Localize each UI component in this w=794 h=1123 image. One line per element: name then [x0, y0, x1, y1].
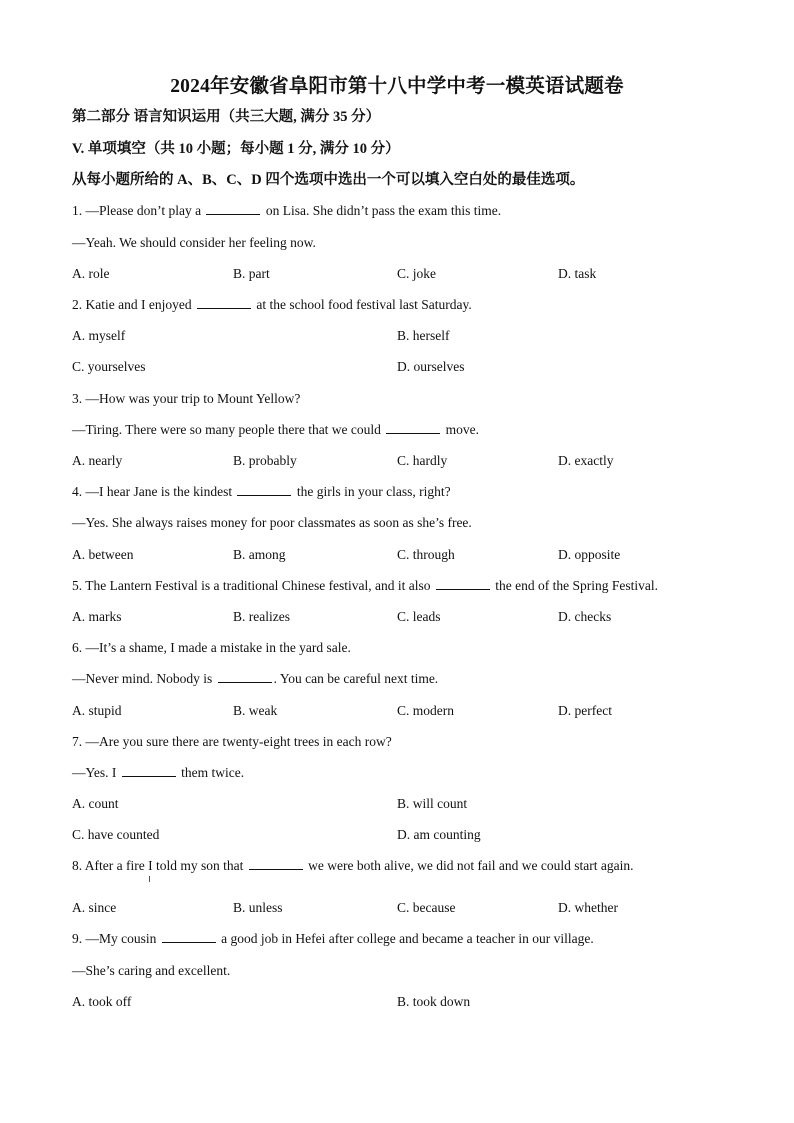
answer-blank	[237, 484, 291, 496]
part-heading: V. 单项填空（共 10 小题；每小题 1 分, 满分 10 分）	[72, 141, 400, 157]
option-c: C. have counted	[72, 827, 160, 842]
option-d: D. task	[558, 266, 597, 281]
question-3-line-2	[72, 421, 479, 439]
question-text: on Lisa. She didn’t pass the exam this time.	[265, 203, 502, 218]
option-b: B. realizes	[233, 609, 290, 624]
question-2-line-1	[72, 296, 472, 314]
question-text: them twice.	[181, 765, 245, 780]
option-b: B. unless	[233, 900, 283, 915]
section-heading: 第二部分 语言知识运用（共三大题, 满分 35 分）	[72, 109, 381, 125]
answer-blank	[218, 671, 272, 683]
question-text: at the school food festival last Saturday.	[256, 297, 472, 312]
option-b: B. probably	[233, 453, 297, 468]
option-a: A. nearly	[72, 453, 123, 468]
option-d: D. perfect	[558, 703, 612, 718]
page-title: 2024年安徽省阜阳市第十八中学中考一模英语试题卷	[170, 76, 624, 97]
option-a: A. role	[72, 266, 110, 281]
option-d: D. opposite	[558, 547, 621, 562]
answer-blank	[162, 931, 216, 943]
option-c: C. through	[397, 547, 455, 562]
option-a: A. count	[72, 796, 119, 811]
option-b: B. took down	[397, 994, 471, 1009]
question-7-line-1: 7. —Are you sure there are twenty-eight trees in each row?	[72, 734, 392, 749]
answer-blank	[249, 858, 303, 870]
question-text: . You can be careful next time.	[273, 671, 439, 686]
option-d: D. ourselves	[397, 359, 465, 374]
question-1-line-2: —Yeah. We should consider her feeling now.	[72, 235, 316, 250]
option-d: D. whether	[558, 900, 618, 915]
option-a: A. between	[72, 547, 134, 562]
question-4-line-1	[72, 483, 451, 501]
question-text: 2. Katie and I enjoyed	[72, 297, 192, 312]
answer-blank	[386, 422, 440, 434]
instruction: 从每小题所给的 A、B、C、D 四个选项中选出一个可以填入空白处的最佳选项。	[72, 172, 585, 188]
option-c: C. hardly	[397, 453, 448, 468]
question-1-line-1	[72, 202, 501, 220]
question-text: move.	[445, 422, 480, 437]
option-d: D. exactly	[558, 453, 614, 468]
question-text: 5. The Lantern Festival is a traditional Chinese festival, and it also	[72, 578, 431, 593]
answer-blank	[206, 203, 260, 215]
option-b: B. herself	[397, 328, 450, 343]
option-b: B. weak	[233, 703, 278, 718]
option-d: D. am counting	[397, 827, 481, 842]
option-b: B. among	[233, 547, 286, 562]
option-d: D. checks	[558, 609, 612, 624]
question-text: a good job in Hefei after college and became a teacher in our village.	[221, 931, 594, 946]
answer-blank	[197, 297, 251, 309]
option-a: A. marks	[72, 609, 122, 624]
question-text: we were both alive, we did not fail and we could start again.	[308, 858, 634, 873]
question-text: 9. —My cousin	[72, 931, 157, 946]
question-7-line-2	[72, 764, 244, 782]
question-text: the girls in your class, right?	[296, 484, 451, 499]
question-5-line-1	[72, 577, 658, 595]
question-text: the end of the Spring Festival.	[495, 578, 659, 593]
option-b: B. will count	[397, 796, 468, 811]
answer-blank	[436, 578, 490, 590]
option-c: C. yourselves	[72, 359, 146, 374]
answer-blank	[122, 765, 176, 777]
option-c: C. leads	[397, 609, 441, 624]
option-a: A. myself	[72, 328, 126, 343]
question-6-line-2	[72, 670, 438, 688]
option-c: C. modern	[397, 703, 454, 718]
question-text: 1. —Please don’t play a	[72, 203, 202, 218]
question-text: —Tiring. There were so many people there that we could	[72, 422, 381, 437]
question-9-line-1	[72, 930, 594, 948]
option-a: A. took off	[72, 994, 132, 1009]
option-a: A. since	[72, 900, 117, 915]
question-text: 8. After a fire I told my son that	[72, 858, 244, 873]
stray-mark	[149, 876, 150, 882]
question-3-line-1: 3. —How was your trip to Mount Yellow?	[72, 391, 301, 406]
question-4-line-2: —Yes. She always raises money for poor classmates as soon as she’s free.	[72, 515, 472, 530]
question-6-line-1: 6. —It’s a shame, I made a mistake in the yard sale.	[72, 640, 351, 655]
option-c: C. because	[397, 900, 456, 915]
option-b: B. part	[233, 266, 270, 281]
question-9-line-2: —She’s caring and excellent.	[72, 963, 231, 978]
question-text: —Yes. I	[72, 765, 117, 780]
question-8-line-1	[72, 857, 634, 875]
question-text: 4. —I hear Jane is the kindest	[72, 484, 233, 499]
option-c: C. joke	[397, 266, 436, 281]
question-text: —Never mind. Nobody is	[72, 671, 213, 686]
option-a: A. stupid	[72, 703, 122, 718]
